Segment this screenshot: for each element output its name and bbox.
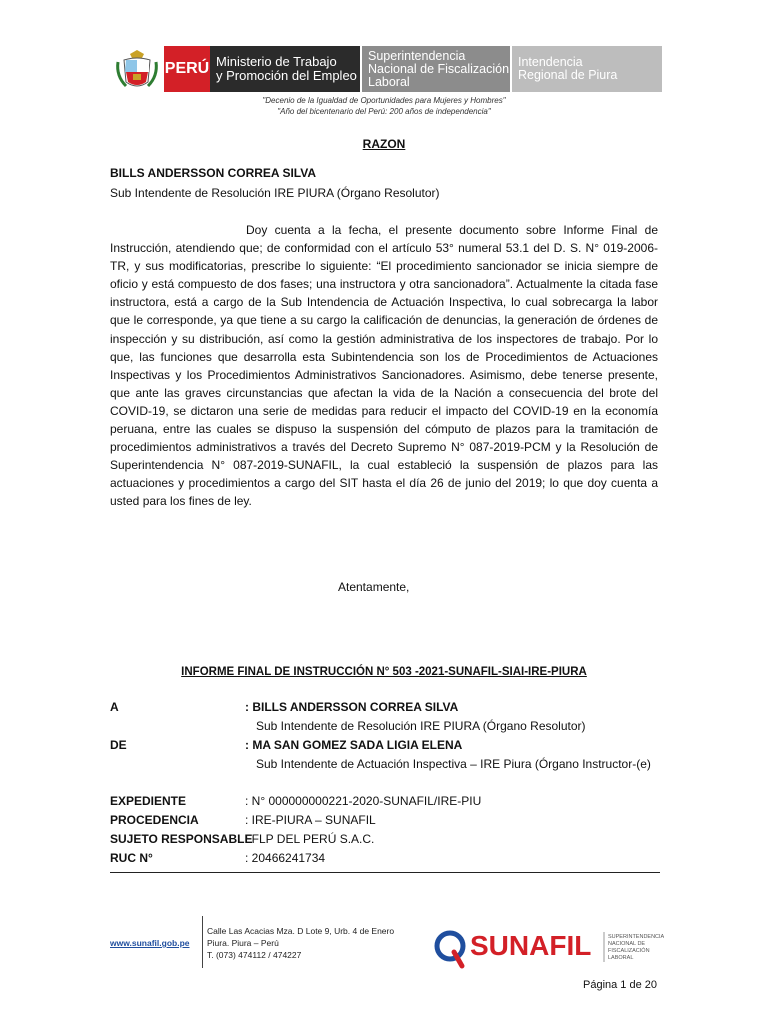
field-label-procedencia: PROCEDENCIA: [110, 813, 199, 827]
razon-body-paragraph: Doy cuenta a la fecha, el presente documento sobre Informe Final de Instrucción, atendiendo que; de conformidad con el artículo 53° numeral 53.1 del D. S. N° 019-2006-TR, y sus modificatorias, prescribe lo siguiente: “El procedimiento sancionador se inicia siempre de oficio y está compuesto de dos fases; una instructora y otra sancionadora”. Actualmente la citada fase instructora, está a cargo de la Sub Intendencia de Actuación Inspectiva, lo cual sobrecarga la labor que le corresponde, ya que tiene a su cargo la calificación de denuncias, la generación de órdenes de inspección y su distribución, así como la gestión administrativa de los inspectores de trabajo. Por lo que, las funciones que desarrolla esta Subintendencia son los de Procedimientos de Actuaciones Inspectivas y los Procedimientos Administrativos Sancionadores. Asimismo, debe tenerse presente, que ante las graves circunstancias que afectan la vida de la Nación a consecuencia del brote del COVID-19, se dictaron una serie de medidas para reducir el impacto del COVID-19 en la economía peruana, entre las cuales se dispuso la suspensión del cómputo de plazos para la tramitación de procedimientos administrativos a través del Decreto Supremo N° 087-2019-PCM y la Resolución de Superintendencia N° 087-2019-SUNAFIL, la cual estableció la suspensión de plazos para las actuaciones y procedimientos a cargo del SIT hasta el día 26 de junio del 2019; lo que doy cuenta a usted para los fines de ley.: [110, 223, 658, 509]
field-value-procedencia: : IRE-PIURA – SUNAFIL: [245, 813, 376, 827]
intendencia-line-1: Intendencia: [518, 55, 583, 69]
footer-phone: T. (073) 474112 / 474227: [207, 950, 302, 960]
sunafil-line-3: Laboral: [368, 74, 410, 89]
field-value-ruc: : 20466241734: [245, 851, 326, 865]
field-sub-de: Sub Intendente de Actuación Inspectiva – IRE Piura (Órgano Instructor-(e): [256, 757, 651, 771]
sunafil-logo-text: SUNAFIL: [470, 930, 592, 961]
field-label-a: A: [110, 700, 119, 714]
peru-coat-of-arms-icon: [112, 46, 162, 92]
sunafil-logo: [432, 922, 664, 972]
intendencia-brand-box: [512, 46, 662, 92]
sunafil-logo-sub-1: SUPERINTENDENCIA: [608, 934, 664, 940]
intendencia-line-2: Regional de Piura: [518, 68, 618, 82]
footer-address-line-2: Piura. Piura – Perú: [207, 938, 279, 948]
addressee-name: BILLS ANDERSSON CORREA SILVA: [110, 166, 317, 180]
sunafil-brand-box: [362, 46, 510, 92]
sunafil-logo-sub-2: NACIONAL DE: [608, 941, 646, 947]
section-divider: [110, 872, 660, 873]
footer-address-line-1: Calle Las Acacias Mza. D Lote 9, Urb. 4 de Enero: [207, 926, 395, 936]
field-label-expediente: EXPEDIENTE: [110, 794, 187, 808]
sunafil-line-2: Nacional de Fiscalización: [368, 61, 510, 76]
field-label-de: DE: [110, 738, 127, 752]
report-title: INFORME FINAL DE INSTRUCCIÓN N° 503 -2021-SUNAFIL-SIAI-IRE-PIURA: [181, 666, 587, 678]
ministry-line-2: y Promoción del Empleo: [216, 68, 357, 83]
sunafil-logo-mark-icon: [437, 933, 463, 959]
field-value-sujeto: : FLP DEL PERÚ S.A.C.: [245, 832, 375, 846]
footer-address: [207, 925, 394, 961]
footer-website-link[interactable]: www.sunafil.gob.pe: [110, 938, 190, 948]
field-sub-a: Sub Intendente de Resolución IRE PIURA (Órgano Resolutor): [256, 719, 586, 733]
page-number: Página 1 de 20: [583, 979, 658, 991]
ministry-brand-box: [210, 46, 360, 92]
addressee-role: Sub Intendente de Resolución IRE PIURA (Órgano Resolutor): [110, 186, 440, 200]
field-label-ruc: RUC N°: [110, 851, 153, 865]
ministry-line-1: Ministerio de Trabajo: [216, 54, 337, 69]
footer-divider: [202, 916, 203, 968]
sunafil-line-1: Superintendencia: [368, 48, 466, 63]
closing-salutation: Atentamente,: [338, 580, 410, 594]
razon-title: RAZON: [362, 137, 406, 151]
sunafil-logo-sub-3: FISCALIZACIÓN: [608, 948, 650, 954]
slogan-line-2: "Año del bicentenario del Perú: 200 años de independencia": [277, 107, 491, 116]
peru-label: PERÚ: [164, 60, 210, 77]
field-value-de: : MA SAN GOMEZ SADA LIGIA ELENA: [245, 738, 463, 752]
sunafil-logo-sub-4: LABORAL: [608, 955, 634, 961]
field-label-sujeto: SUJETO RESPONSABLE: [110, 832, 253, 846]
peru-brand-box: [164, 46, 210, 92]
field-value-a: : BILLS ANDERSSON CORREA SILVA: [245, 700, 459, 714]
field-value-expediente: : N° 000000000221-2020-SUNAFIL/IRE-PIU: [245, 794, 482, 808]
slogan-line-1: "Decenio de la Igualdad de Oportunidades para Mujeres y Hombres": [262, 96, 506, 105]
